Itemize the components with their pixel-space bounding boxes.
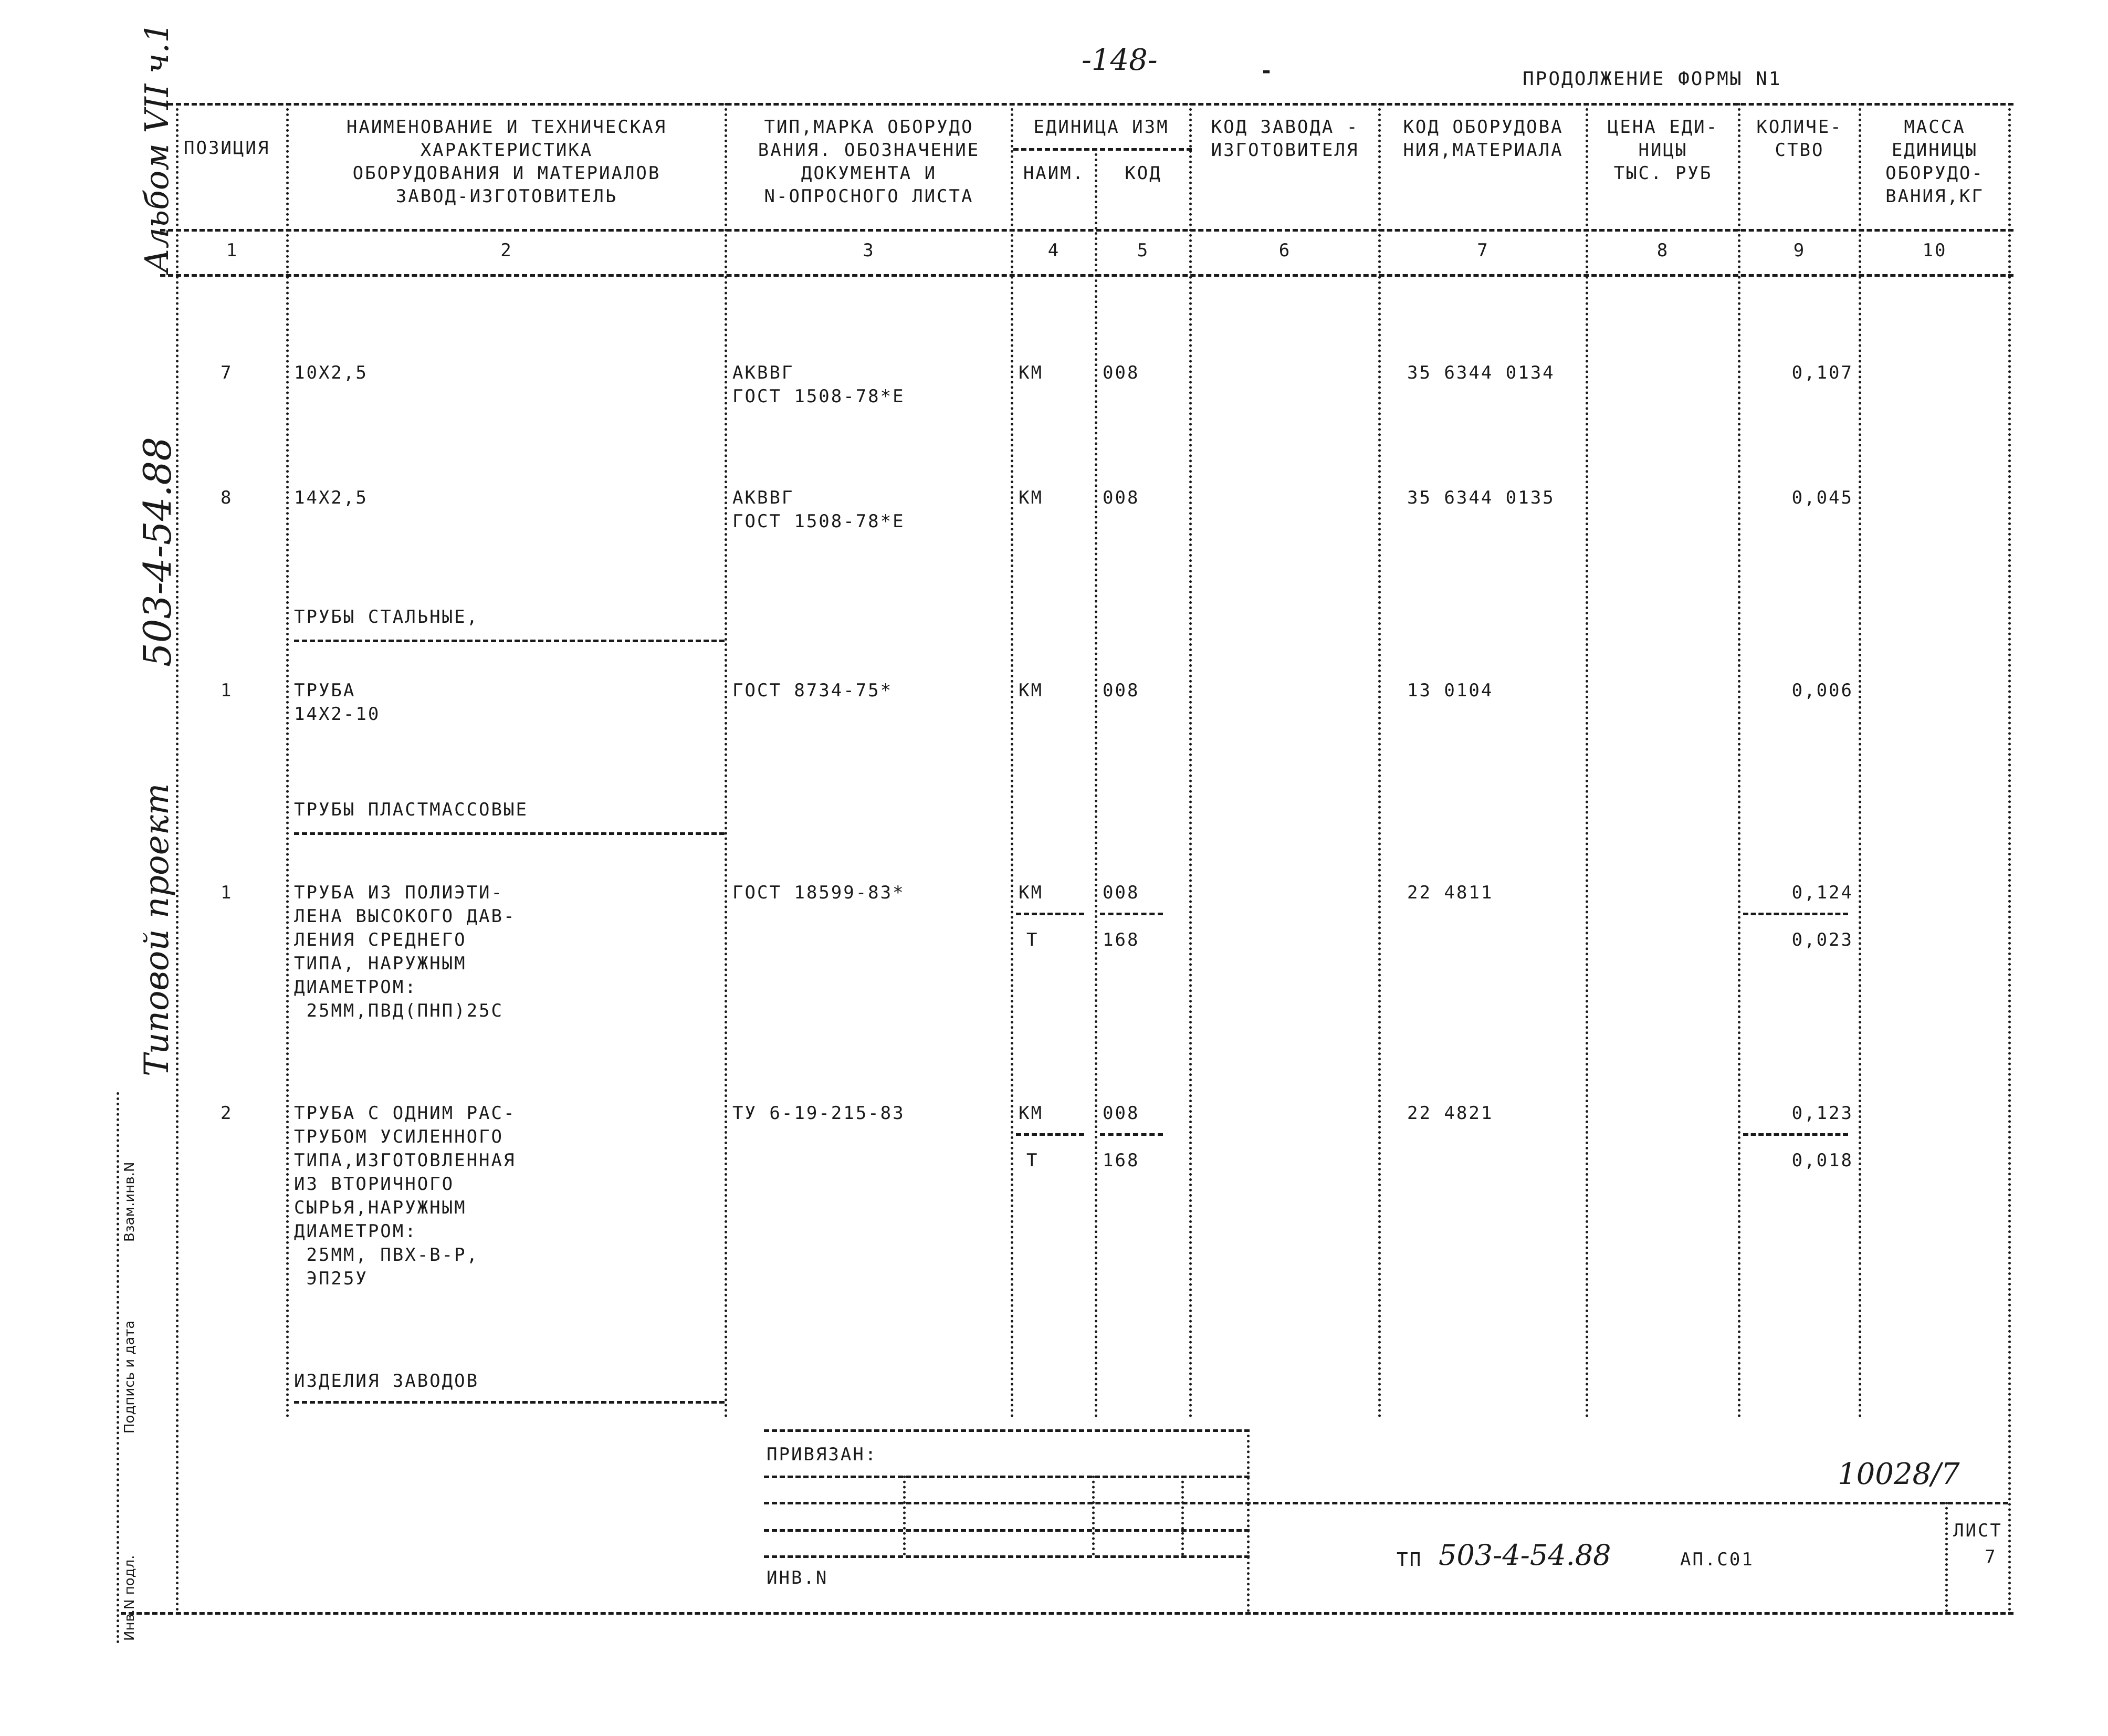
row-position: 8 [221, 487, 233, 508]
continuation-label: ПРОДОЛЖЕНИЕ ФОРМЫ N1 [1523, 68, 1782, 90]
row-position: 1 [221, 882, 233, 903]
stamp-border [117, 1092, 119, 1644]
section-underline [294, 832, 725, 835]
row-name-line: ЛЕНА ВЫСОКОГО ДАВ- [294, 906, 516, 927]
row-name-line: ТИПА,ИЗГОТОВЛЕННАЯ [294, 1150, 516, 1171]
row-type-line: ГОСТ 18599-83* [732, 882, 905, 903]
row-quantity-secondary: 0,018 [1791, 1150, 1853, 1171]
handwritten-ref: 10028/7 [1838, 1457, 1960, 1491]
col-sep-10 [2008, 103, 2011, 1612]
row-unit-secondary: Т [1026, 1150, 1039, 1171]
header-qty-1: КОЛИЧЕ- [1756, 117, 1843, 138]
row-name-line: 10Х2,5 [294, 362, 368, 383]
doc-code: 503-4-54.88 [1439, 1539, 1611, 1572]
header-unit-code: КОД [1125, 163, 1162, 184]
dash-mark: - [1260, 59, 1273, 83]
header-factory-1: КОД ЗАВОДА - [1211, 117, 1359, 138]
header-divider [160, 229, 2013, 232]
col-sep-8 [1738, 103, 1740, 1418]
header-factory-2: ИЗГОТОВИТЕЛЯ [1211, 140, 1359, 161]
col-number: 9 [1793, 240, 1806, 261]
row-unit-code: 008 [1103, 680, 1140, 701]
row-quantity: 0,107 [1791, 362, 1853, 383]
header-position: ПОЗИЦИЯ [184, 138, 270, 159]
header-price-2: НИЦЫ [1638, 140, 1688, 161]
row-material-code: 35 6344 0135 [1407, 487, 1555, 508]
row-name-line: 25ММ, ПВХ-В-Р, [294, 1245, 479, 1266]
row-quantity: 0,124 [1791, 882, 1853, 903]
row-unit-code-secondary: 168 [1103, 1150, 1140, 1171]
stamp-signature-label: Подпись и дата [122, 1320, 138, 1434]
row-name-line: СЫРЬЯ,НАРУЖНЫМ [294, 1197, 467, 1218]
row-unit-code: 008 [1103, 362, 1140, 383]
margin-project-type: Типовой проект [138, 783, 176, 1076]
row-material-code: 35 6344 0134 [1407, 362, 1555, 383]
row-type-line: ГОСТ 1508-78*Е [732, 386, 905, 407]
stamp-replace-label: Взам.инв.N [122, 1162, 138, 1242]
stamp-grid-col [1092, 1476, 1095, 1555]
col-number: 1 [226, 240, 239, 261]
section-underline [294, 1401, 725, 1404]
row-quantity-secondary: 0,023 [1791, 929, 1853, 950]
header-mass-2: ЕДИНИЦЫ [1891, 140, 1978, 161]
row-name-line: ТРУБА [294, 680, 356, 701]
row-unit-code: 008 [1103, 487, 1140, 508]
section-heading: ТРУБЫ ПЛАСТМАССОВЫЕ [294, 799, 528, 820]
header-type-3: ДОКУМЕНТА И [801, 163, 937, 184]
row-name-line: ДИАМЕТРОМ: [294, 1221, 417, 1242]
row-quantity: 0,123 [1791, 1103, 1853, 1124]
row-name-line: ТРУБА С ОДНИМ РАС- [294, 1103, 516, 1124]
col-number: 5 [1137, 240, 1150, 261]
col-number: 2 [500, 240, 513, 261]
header-mass-4: ВАНИЯ,КГ [1885, 186, 1984, 207]
row-unit: КМ [1019, 1103, 1043, 1124]
header-name-3: ОБОРУДОВАНИЯ И МАТЕРИАЛОВ [352, 163, 661, 184]
row-type-line: АКВВГ [732, 362, 794, 383]
page-number: -148- [1082, 43, 1158, 77]
stamp-grid-line [764, 1476, 1250, 1478]
row-type-line: АКВВГ [732, 487, 794, 508]
header-unit: ЕДИНИЦА ИЗМ [1033, 117, 1169, 138]
row-material-code: 13 0104 [1407, 680, 1494, 701]
doc-suffix: АП.С01 [1680, 1549, 1754, 1570]
row-type-line: ТУ 6-19-215-83 [732, 1103, 905, 1124]
row-name-line: 25ММ,ПВД(ПНП)25С [294, 1000, 504, 1021]
row-unit-secondary: Т [1026, 929, 1039, 950]
header-material-2: НИЯ,МАТЕРИАЛА [1403, 140, 1564, 161]
col-number: 10 [1922, 240, 1947, 261]
stamp-grid-col [903, 1476, 906, 1555]
attached-label: ПРИВЯЗАН: [767, 1444, 878, 1465]
col-sep-0 [176, 103, 179, 1612]
stamp-right-border [1247, 1429, 1250, 1612]
row-quantity: 0,045 [1791, 487, 1853, 508]
col-sep-6 [1378, 103, 1381, 1418]
row-type-line: ГОСТ 8734-75* [732, 680, 893, 701]
col-number: 4 [1047, 240, 1061, 261]
sheet-number: 7 [1985, 1546, 1997, 1567]
col-number: 8 [1656, 240, 1670, 261]
col-sep-7 [1586, 103, 1588, 1418]
sheet-label: ЛИСТ [1953, 1520, 2002, 1541]
row-name-line: ЛЕНИЯ СРЕДНЕГО [294, 929, 467, 950]
stamp-grid-line [764, 1555, 1250, 1558]
row-material-code: 22 4821 [1407, 1103, 1494, 1124]
header-price-3: ТЫС. РУБ [1613, 163, 1713, 184]
header-name-1: НАИМЕНОВАНИЕ И ТЕХНИЧЕСКАЯ [346, 117, 667, 138]
row-quantity: 0,006 [1791, 680, 1853, 701]
title-block-line [764, 1502, 2008, 1504]
header-type-2: ВАНИЯ. ОБОЗНАЧЕНИЕ [758, 140, 980, 161]
col-number: 7 [1477, 240, 1490, 261]
row-name-line: 14Х2,5 [294, 487, 368, 508]
header-qty-2: СТВО [1775, 140, 1824, 161]
unit-split-line [1016, 1133, 1084, 1136]
unit-split-line [1016, 913, 1084, 915]
header-material-1: КОД ОБОРУДОВА [1403, 117, 1564, 138]
row-unit: КМ [1019, 680, 1043, 701]
row-position: 1 [221, 680, 233, 701]
col-sep-2 [725, 103, 727, 1418]
col-sep-3 [1011, 103, 1013, 1418]
row-name-line: ТРУБОМ УСИЛЕННОГО [294, 1126, 504, 1147]
inv-label: ИНВ.N [767, 1567, 828, 1588]
header-type-4: N-ОПРОСНОГО ЛИСТА [764, 186, 974, 207]
row-position: 7 [221, 362, 233, 383]
row-name-line: ДИАМЕТРОМ: [294, 977, 417, 998]
stamp-top-line [764, 1429, 1250, 1432]
col-number: 3 [863, 240, 875, 261]
row-unit-code: 008 [1103, 1103, 1140, 1124]
col-sep-5 [1189, 103, 1192, 1418]
margin-project-code: 503-4-54.88 [135, 436, 180, 667]
header-mass-1: МАССА [1904, 117, 1966, 138]
row-name-line: 14Х2-10 [294, 704, 381, 725]
qty-split-line [1743, 913, 1848, 915]
row-material-code: 22 4811 [1407, 882, 1494, 903]
row-name-line: ЭП25У [294, 1268, 368, 1289]
header-name-2: ХАРАКТЕРИСТИКА [420, 140, 593, 161]
row-name-line: ТИПА, НАРУЖНЫМ [294, 953, 467, 974]
header-mass-3: ОБОРУДО- [1885, 163, 1984, 184]
row-position: 2 [221, 1103, 233, 1124]
col-sep-9 [1859, 103, 1861, 1418]
section-underline [294, 640, 725, 642]
table-bottom-border [121, 1612, 2013, 1615]
col-sep-4 [1095, 148, 1097, 1418]
unit-subheader-divider [1013, 148, 1192, 151]
header-name-4: ЗАВОД-ИЗГОТОВИТЕЛЬ [395, 186, 618, 207]
margin-album: Альбом VII ч.1 [138, 22, 176, 273]
header-unit-name: НАИМ. [1023, 163, 1085, 184]
stamp-grid-line [764, 1529, 1250, 1532]
stamp-grid-col [1181, 1476, 1184, 1555]
qty-split-line [1743, 1133, 1848, 1136]
row-unit: КМ [1019, 882, 1043, 903]
section-heading: ТРУБЫ СТАЛЬНЫЕ, [294, 606, 479, 628]
code-split-line [1100, 913, 1163, 915]
row-name-line: ИЗ ВТОРИЧНОГО [294, 1174, 455, 1195]
code-split-line [1100, 1133, 1163, 1136]
row-unit-code: 008 [1103, 882, 1140, 903]
doc-prefix: ТП [1397, 1549, 1423, 1571]
sheet-box-border [1945, 1502, 1948, 1612]
header-type-1: ТИП,МАРКА ОБОРУДО [764, 117, 974, 138]
header-price-1: ЦЕНА ЕДИ- [1607, 117, 1719, 138]
row-unit: КМ [1019, 362, 1043, 383]
row-unit: КМ [1019, 487, 1043, 508]
row-name-line: ТРУБА ИЗ ПОЛИЭТИ- [294, 882, 504, 903]
numbers-divider [160, 274, 2013, 277]
col-number: 6 [1278, 240, 1292, 261]
section-heading: ИЗДЕЛИЯ ЗАВОДОВ [294, 1371, 479, 1392]
col-sep-1 [286, 103, 289, 1418]
row-type-line: ГОСТ 1508-78*Е [732, 511, 905, 532]
stamp-inv-label: Инв.N подл. [122, 1555, 138, 1641]
table-top-border [160, 103, 2013, 106]
row-unit-code-secondary: 168 [1103, 929, 1140, 950]
